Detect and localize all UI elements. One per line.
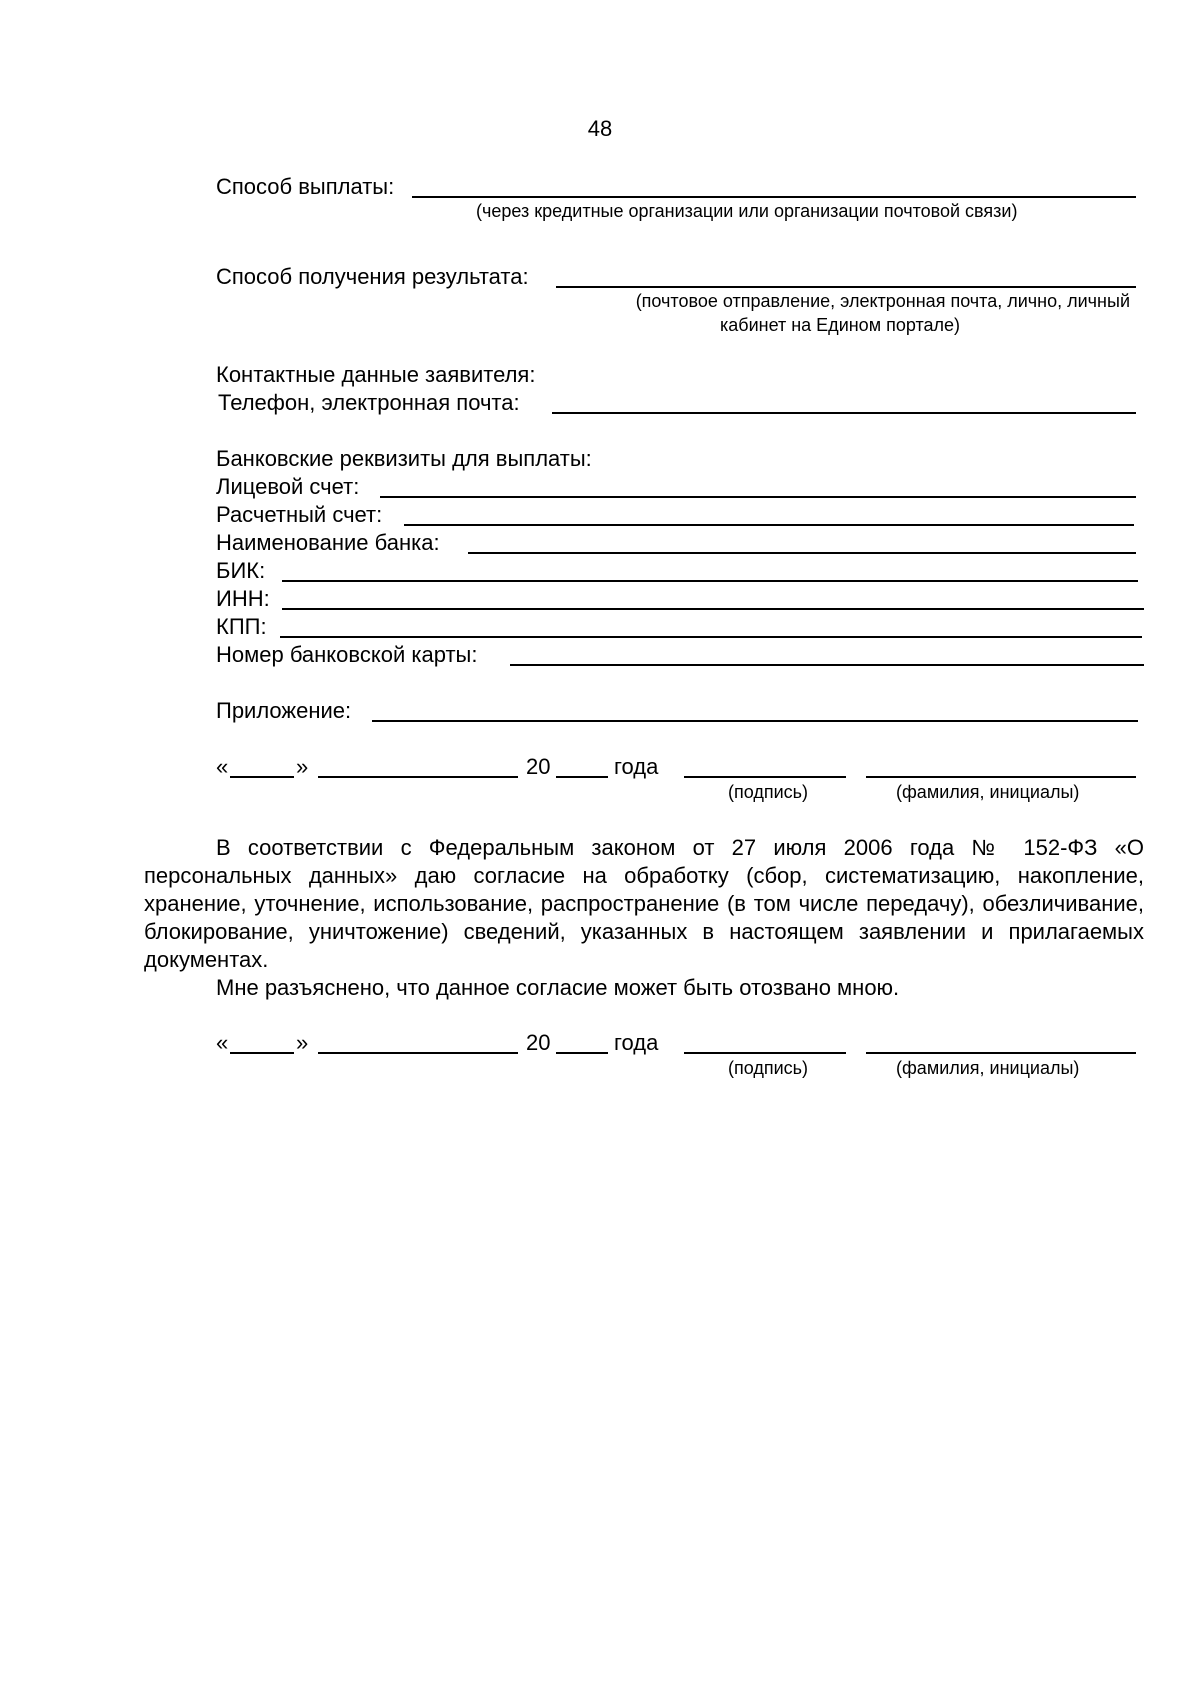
phone-email-field[interactable]: [552, 412, 1136, 414]
result-method-field[interactable]: [556, 286, 1136, 288]
bik-label: БИК:: [216, 558, 266, 583]
date-year-prefix-2: 20: [526, 1030, 551, 1055]
date-quote-close: »: [296, 754, 309, 779]
kpp-field[interactable]: [280, 636, 1142, 638]
consent-paragraph-1: В соответствии с Федеральным законом от 27 июля 2006 года № 152-ФЗ «О персональных данных» даю согласие на обработку (сбор, систематизацию, накопление, хранение, уточнение, использование, распространение (в том числе передачу), обезличивание, блокирование, уничтожение) сведений, указанных в настоящем заявлении и прилагаемых документах.: [144, 835, 1144, 972]
personal-account-label: Лицевой счет:: [216, 474, 360, 499]
signature-hint: (подпись): [728, 782, 809, 802]
settlement-account-field[interactable]: [404, 524, 1134, 526]
consent-paragraph-2: Мне разъяснено, что данное согласие может быть отозвано мною.: [216, 975, 900, 1000]
date-year-field-2[interactable]: [556, 1052, 608, 1054]
date-year-prefix: 20: [526, 754, 551, 779]
inn-field[interactable]: [282, 608, 1144, 610]
consent-text: [144, 834, 1144, 1002]
date-day-field-2[interactable]: [230, 1052, 294, 1054]
date-year-word-2: года: [614, 1030, 659, 1055]
personal-account-field[interactable]: [380, 496, 1136, 498]
bank-heading: Банковские реквизиты для выплаты:: [216, 446, 592, 471]
bank-name-field[interactable]: [468, 552, 1136, 554]
payment-method-field[interactable]: [412, 196, 1136, 198]
name-initials-field-2[interactable]: [866, 1052, 1136, 1054]
phone-email-label: Телефон, электронная почта:: [218, 390, 520, 415]
bik-field[interactable]: [282, 580, 1138, 582]
signature-field-2[interactable]: [684, 1052, 846, 1054]
date-quote-open: «: [216, 754, 229, 779]
payment-method-hint: (через кредитные организации или организации почтовой связи): [476, 201, 1018, 221]
page-number: 48: [587, 116, 613, 141]
card-number-field[interactable]: [510, 664, 1144, 666]
date-month-field[interactable]: [318, 776, 518, 778]
date-month-field-2[interactable]: [318, 1052, 518, 1054]
result-method-label: Способ получения результата:: [216, 264, 529, 289]
payment-method-label: Способ выплаты:: [216, 174, 395, 199]
name-initials-hint-2: (фамилия, инициалы): [896, 1058, 1080, 1078]
contacts-heading: Контактные данные заявителя:: [216, 362, 536, 387]
signature-hint-2: (подпись): [728, 1058, 809, 1078]
bank-name-label: Наименование банка:: [216, 530, 440, 555]
date-quote-open-2: «: [216, 1030, 229, 1055]
signature-field[interactable]: [684, 776, 846, 778]
name-initials-field[interactable]: [866, 776, 1136, 778]
name-initials-hint: (фамилия, инициалы): [896, 782, 1080, 802]
date-year-field[interactable]: [556, 776, 608, 778]
kpp-label: КПП:: [216, 614, 267, 639]
date-year-word: года: [614, 754, 659, 779]
result-method-hint-1: (почтовое отправление, электронная почта, лично, личный: [635, 291, 1130, 311]
date-day-field[interactable]: [230, 776, 294, 778]
date-quote-close-2: »: [296, 1030, 309, 1055]
settlement-account-label: Расчетный счет:: [216, 502, 383, 527]
attachment-field[interactable]: [372, 720, 1138, 722]
card-number-label: Номер банковской карты:: [216, 642, 478, 667]
inn-label: ИНН:: [216, 586, 270, 611]
result-method-hint-2: кабинет на Едином портале): [719, 315, 961, 335]
attachment-label: Приложение:: [216, 698, 352, 723]
